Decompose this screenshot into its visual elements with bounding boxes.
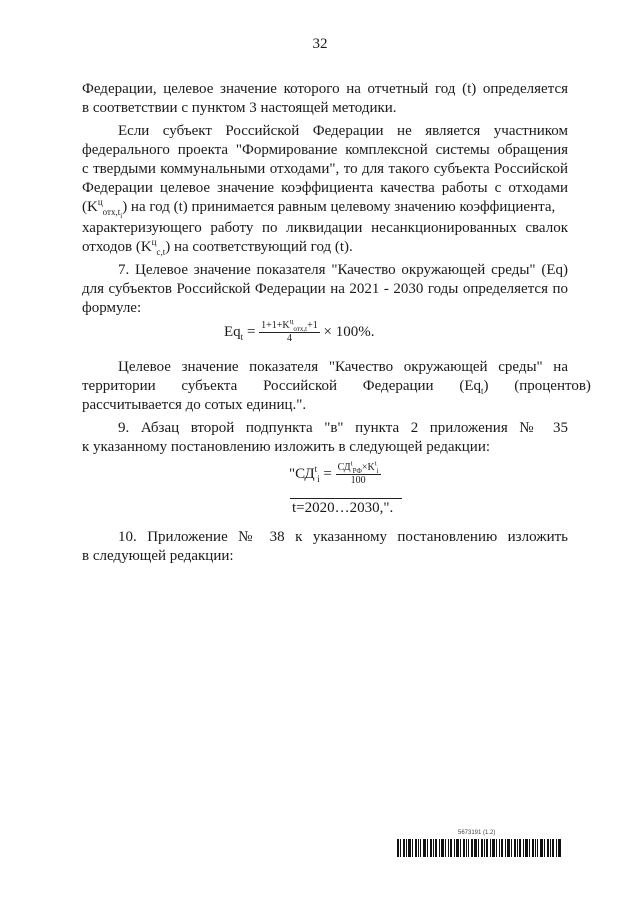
barcode <box>397 839 561 857</box>
formula-fraction <box>259 317 320 345</box>
subscript: c,t <box>156 247 166 257</box>
text-line-with-coefficient <box>82 197 568 220</box>
text-line: Если субъект Российской Федерации не является участником <box>118 123 568 139</box>
text-fragment: ) (процентов) <box>483 378 591 394</box>
subscript: i <box>120 211 123 220</box>
text-line: 10. Приложение № 38 к указанному постановлению изложить <box>118 529 568 545</box>
text-line-with-subscript <box>82 377 591 396</box>
subscript: i <box>317 473 320 484</box>
formula-symbol: Eq <box>224 323 241 340</box>
formula-sd <box>289 459 381 487</box>
text-line: к указанному постановлению изложить в следующей редакции: <box>82 439 491 455</box>
subscript: t <box>240 331 244 342</box>
equals-sign: = <box>323 465 332 482</box>
text-line: 9. Абзац второй подпункта "в" пункта 2 приложения № 35 <box>118 420 568 436</box>
text-fragment: ) на год (t) принимается равным целевому значению коэффициента, <box>122 199 556 215</box>
subscript: t <box>481 386 484 396</box>
fraction-numerator: $СД^t_{РФ}\times K^t_i$ <box>337 459 379 475</box>
text-fragment: территории субъекта Российской Федерации (Eq <box>82 378 481 394</box>
text-fragment: ) на соответствующий год (t). <box>165 239 353 255</box>
text-fragment: (K <box>82 199 98 215</box>
text-line: 7. Целевое значение показателя "Качество окружающей среды" (Eq) <box>118 262 568 278</box>
page-number: 32 <box>312 36 328 52</box>
coefficient-symbol <box>97 197 123 220</box>
text-line: рассчитывается до сотых единиц.". <box>82 397 307 413</box>
formula-rule <box>290 498 402 499</box>
fraction-numerator: $1+1+K^ц_{отх,t}+1$ <box>261 317 318 333</box>
text-line: характеризующего работу по ликвидации несанкционированных свалок <box>82 220 568 236</box>
equals-sign: = <box>246 323 256 340</box>
text-line: в соответствии с пунктом 3 настоящей методики. <box>82 100 397 116</box>
document-serial: 5673191 (1.2) <box>458 830 496 836</box>
formula-eq <box>224 317 375 345</box>
text-line: формуле: <box>82 300 142 316</box>
text-line: Федерации целевое значение коэффициента качества работы с отходами <box>82 180 568 196</box>
text-line: Целевое значение показателя "Качество окружающей среды" на <box>118 359 568 375</box>
formula-symbol: "СД <box>289 465 315 482</box>
text-fragment: отходов (K <box>82 239 152 255</box>
text-line: для субъектов Российской Федерации на 2021 - 2030 годы определяется по <box>82 281 568 297</box>
fraction-denominator: 100 <box>350 475 366 486</box>
formula-rhs: × 100%. <box>323 323 375 340</box>
text-line: Федерации, целевое значение которого на отчетный год (t) определяется <box>82 81 568 97</box>
text-line: федерального проекта "Формирование комплексной системы обращения <box>82 142 568 158</box>
superscript: ц <box>97 197 103 207</box>
text-line: с твердыми коммунальными отходами", то для такого субъекта Российской <box>82 161 568 177</box>
formula-fraction <box>336 459 381 487</box>
superscript: ц <box>151 237 157 247</box>
subscript: отх,t <box>102 207 121 217</box>
superscript: t <box>314 463 318 474</box>
formula-range: t=2020…2030,". <box>292 500 394 516</box>
fraction-denominator: 4 <box>286 333 292 344</box>
text-line-with-coefficient <box>82 238 568 256</box>
text-line: в следующей редакции: <box>82 548 234 564</box>
